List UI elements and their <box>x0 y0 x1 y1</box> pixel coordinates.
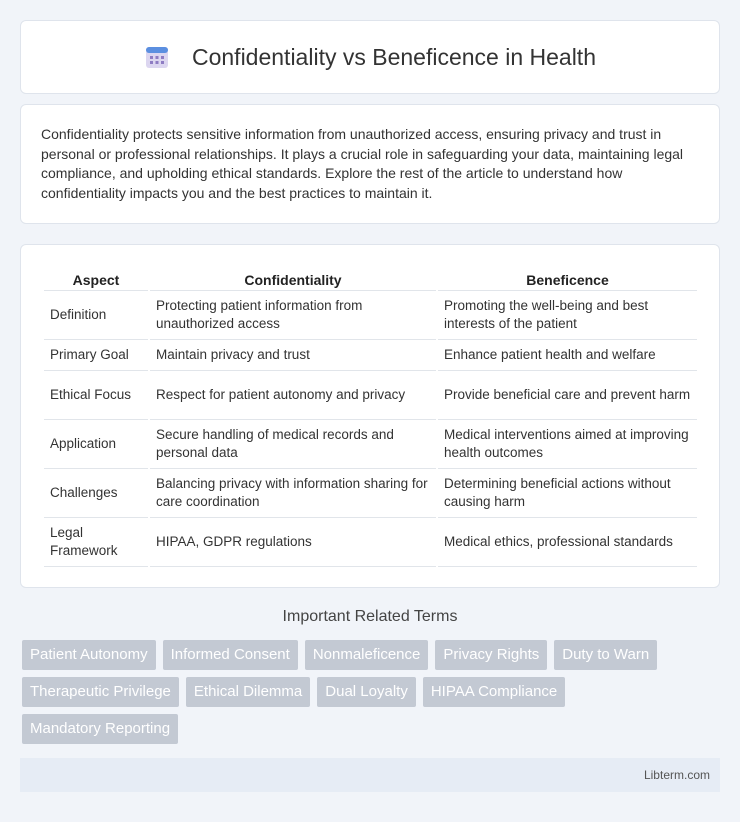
row-confidentiality: Balancing privacy with information sharing for care coordination <box>150 469 436 518</box>
table-row <box>44 340 697 371</box>
comparison-table <box>42 265 699 567</box>
header-confidentiality: Confidentiality <box>150 265 436 291</box>
header-card <box>20 20 720 94</box>
term-tag[interactable]: Duty to Warn <box>554 640 657 670</box>
term-tag[interactable]: Nonmaleficence <box>305 640 429 670</box>
footer-site-link[interactable]: Libterm.com <box>643 768 710 782</box>
term-tag[interactable]: Patient Autonomy <box>22 640 156 670</box>
term-tag[interactable]: Therapeutic Privilege <box>22 677 179 707</box>
row-aspect: Challenges <box>44 469 148 518</box>
table-row <box>44 518 697 567</box>
row-confidentiality: Protecting patient information from unauthorized access <box>150 291 436 340</box>
row-beneficence: Determining beneficial actions without causing harm <box>438 469 697 518</box>
term-tag[interactable]: Dual Loyalty <box>317 677 416 707</box>
row-confidentiality: Respect for patient autonomy and privacy <box>150 371 436 420</box>
row-aspect: Definition <box>44 291 148 340</box>
row-aspect: Primary Goal <box>44 340 148 371</box>
row-aspect: Legal Framework <box>44 518 148 567</box>
comparison-card <box>20 244 720 588</box>
term-tag[interactable]: Mandatory Reporting <box>22 714 178 744</box>
table-row <box>44 291 697 340</box>
term-tag[interactable]: Ethical Dilemma <box>186 677 310 707</box>
calendar-icon <box>144 44 170 70</box>
table-row <box>44 371 697 420</box>
row-confidentiality: Secure handling of medical records and personal data <box>150 420 436 469</box>
related-terms-list <box>22 640 722 751</box>
row-beneficence: Enhance patient health and welfare <box>438 340 697 371</box>
table-header-row <box>44 265 697 291</box>
row-aspect: Ethical Focus <box>44 371 148 420</box>
related-terms-title: Important Related Terms <box>282 608 458 625</box>
table-row <box>44 469 697 518</box>
intro-text: Confidentiality protects sensitive information from unauthorized access, ensuring privacy and trust in personal or professional relationships. It plays a crucial role in safeguarding your data, maintaining legal compliance, and upholding ethical standards. Explore the rest of the article to understand how confidentiality impacts you and the best practices to maintain it. <box>41 126 684 201</box>
row-confidentiality: HIPAA, GDPR regulations <box>150 518 436 567</box>
row-confidentiality: Maintain privacy and trust <box>150 340 436 371</box>
intro-card <box>20 104 720 224</box>
row-beneficence: Medical ethics, professional standards <box>438 518 697 567</box>
term-tag[interactable]: HIPAA Compliance <box>423 677 565 707</box>
page-title: Confidentiality vs Beneficence in Health <box>191 43 596 70</box>
row-beneficence: Provide beneficial care and prevent harm <box>438 371 697 420</box>
row-aspect: Application <box>44 420 148 469</box>
term-tag[interactable]: Informed Consent <box>163 640 298 670</box>
footer <box>20 758 720 792</box>
table-row <box>44 420 697 469</box>
header-beneficence: Beneficence <box>438 265 697 291</box>
row-beneficence: Medical interventions aimed at improving health outcomes <box>438 420 697 469</box>
term-tag[interactable]: Privacy Rights <box>435 640 547 670</box>
row-beneficence: Promoting the well-being and best interests of the patient <box>438 291 697 340</box>
header-aspect: Aspect <box>44 265 148 291</box>
